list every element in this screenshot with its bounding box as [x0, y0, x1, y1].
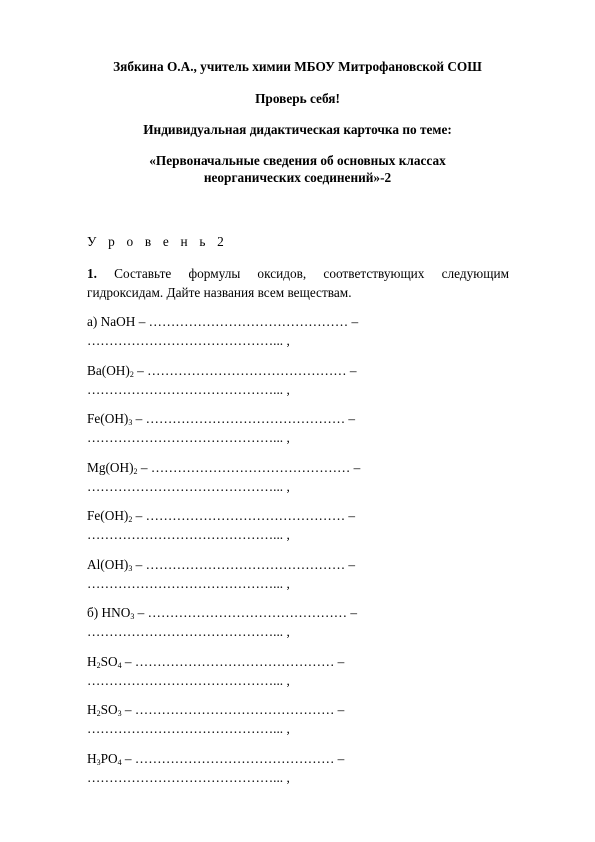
- formula-subscript: 2: [96, 660, 101, 670]
- formula: PO: [100, 750, 118, 766]
- level-heading: У р о в е н ь 2: [87, 234, 228, 249]
- answer-blank-line: ……………………………………... ,: [87, 575, 290, 591]
- answer-blank: – ……………………………………… –: [132, 508, 356, 523]
- check-yourself-title: Проверь себя!: [255, 91, 340, 106]
- formula: Mg(OH): [87, 459, 134, 475]
- exercise-line: [87, 556, 355, 573]
- formula: H: [87, 702, 97, 717]
- answer-blank: – ……………………………………… –: [121, 750, 345, 766]
- answer-blank-line: ……………………………………... ,: [87, 478, 290, 494]
- answer-blank: – ……………………………………… –: [121, 653, 345, 669]
- answer-blank-line: ……………………………………... ,: [87, 333, 290, 348]
- answer-blank: – ……………………………………… –: [133, 362, 357, 378]
- exercise-line: [87, 313, 358, 330]
- formula: Al(OH): [87, 556, 129, 572]
- answer-blank: – ……………………………………… –: [135, 314, 359, 329]
- formula: NaOH: [100, 314, 136, 329]
- formula: H: [87, 750, 97, 766]
- formula-subscript: 3: [130, 612, 135, 621]
- formula: HNO: [101, 605, 131, 620]
- answer-blank-line: ……………………………………... ,: [87, 721, 290, 736]
- exercise-line: [87, 507, 355, 524]
- formula: SO: [100, 702, 118, 717]
- formula-subscript: 3: [128, 563, 133, 573]
- item-prefix: а): [87, 314, 101, 329]
- answer-blank-line: ……………………………………... ,: [87, 672, 290, 688]
- formula-subscript: 2: [133, 466, 138, 476]
- formula: Ba(OH): [87, 362, 130, 378]
- answer-blank-line: ……………………………………... ,: [87, 381, 290, 397]
- exercise-line: [87, 410, 355, 427]
- answer-blank-line: ……………………………………... ,: [87, 769, 290, 785]
- exercise-line: [87, 362, 357, 379]
- exercise-line: [87, 653, 344, 670]
- author-line: Зябкина О.А., учитель химии МБОУ Митрофановской СОШ: [113, 59, 482, 74]
- exercise-line: [87, 604, 357, 621]
- formula-subscript: 3: [117, 709, 122, 718]
- formula-subscript: 2: [96, 709, 101, 718]
- answer-blank-line: ……………………………………... ,: [87, 624, 290, 639]
- formula: Fe(OH): [87, 508, 129, 523]
- answer-blank-line: ……………………………………... ,: [87, 430, 290, 445]
- answer-blank: – ……………………………………… –: [134, 605, 358, 620]
- answer-blank: – ……………………………………… –: [132, 556, 356, 572]
- task-text: Составьте формулы оксидов, соответствующих следующим гидроксидам. Дайте названия всем веществам.: [87, 266, 509, 300]
- exercise-line: [87, 459, 360, 476]
- topic-title: «Первоначальные сведения об основных классах неорганических соединений»-2: [149, 153, 446, 185]
- task-number: 1.: [87, 266, 97, 281]
- formula-subscript: 3: [128, 418, 133, 427]
- formula-subscript: 2: [129, 369, 134, 379]
- answer-blank: – ……………………………………… –: [121, 702, 345, 717]
- answer-blank: – ……………………………………… –: [132, 411, 356, 426]
- formula: Fe(OH): [87, 411, 129, 426]
- formula: H: [87, 653, 97, 669]
- formula-subscript: 4: [117, 757, 122, 767]
- formula-subscript: 2: [128, 515, 133, 524]
- formula-subscript: 4: [117, 660, 122, 670]
- item-prefix: б): [87, 605, 102, 620]
- exercise-line: [87, 750, 344, 767]
- formula-subscript: 3: [96, 757, 101, 767]
- formula: SO: [100, 653, 118, 669]
- answer-blank-line: ……………………………………... ,: [87, 527, 290, 542]
- task-1: [87, 264, 509, 302]
- exercise-line: [87, 701, 344, 718]
- card-title: Индивидуальная дидактическая карточка по теме:: [143, 122, 452, 137]
- answer-blank: – ……………………………………… –: [137, 459, 361, 475]
